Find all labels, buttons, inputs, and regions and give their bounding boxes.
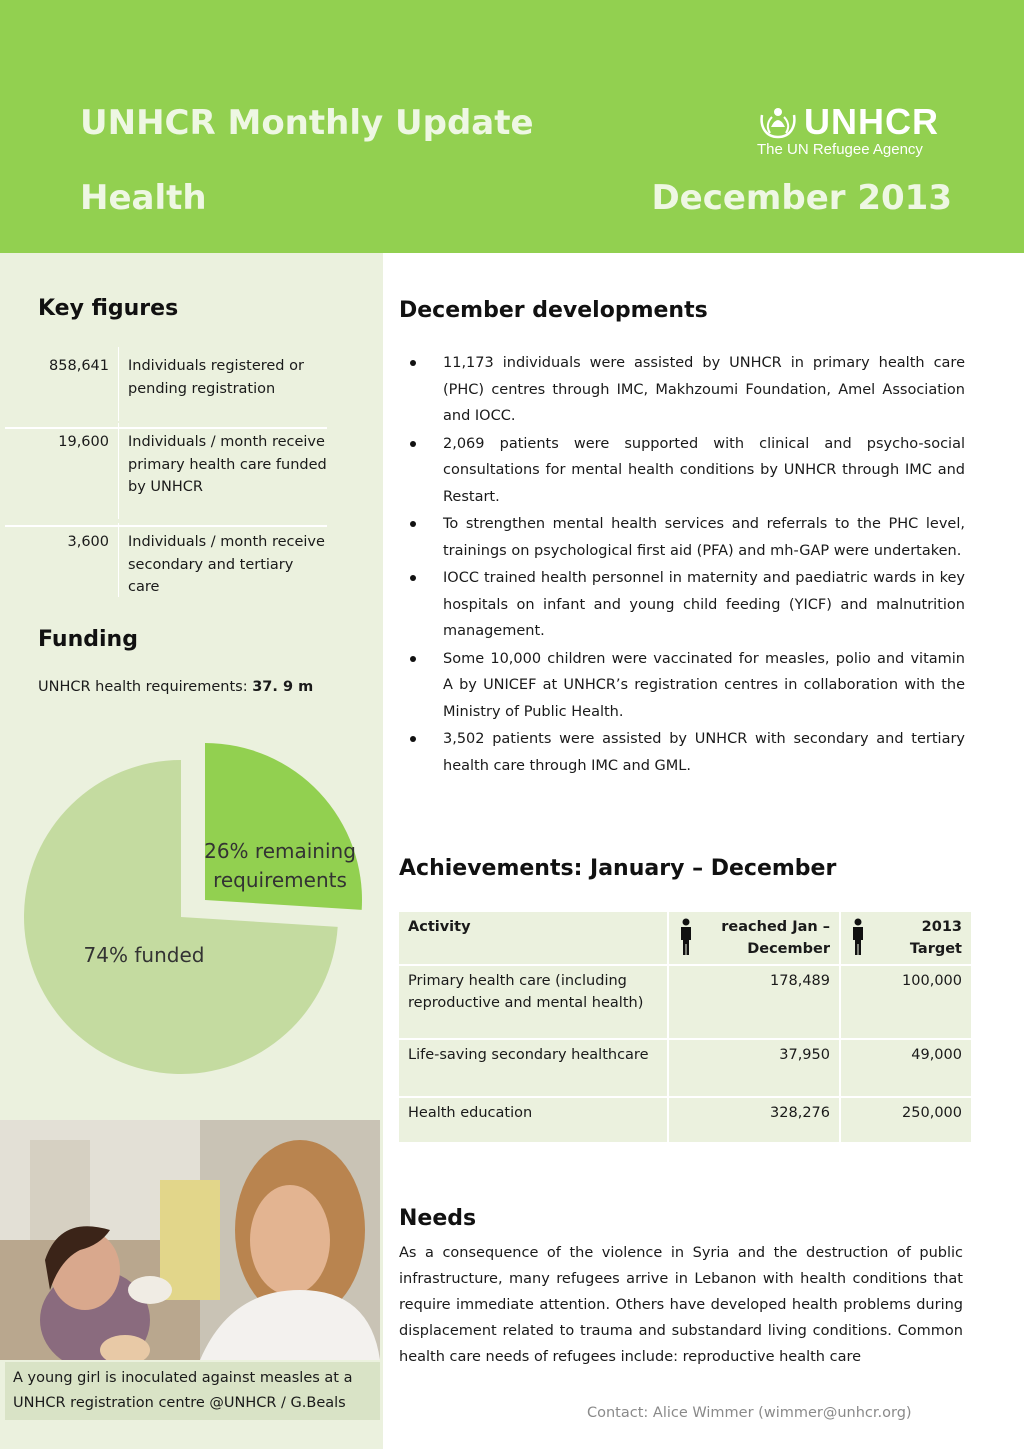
cell-activity: Health education (398, 1097, 668, 1143)
pie-slice-label: 74% funded (83, 943, 205, 967)
logo-name: UNHCR (804, 101, 939, 142)
column-header-target (840, 911, 972, 965)
needs-text: As a consequence of the violence in Syria and the destruction of public infrastructure, many refugees arrive in Lebanon with health conditions that require immediate attention. Others have developed health problems during displacement related to trauma and substandard living conditions. Common health care needs of refugees include: reproductive health care (399, 1245, 963, 1365)
contact-line: Contact: Alice Wimmer (wimmer@unhcr.org) (587, 1405, 912, 1421)
key-figure-value: 3,600 (67, 534, 109, 550)
unhcr-emblem-icon (756, 103, 800, 139)
list-item: 2,069 patients were supported with clinical and psycho-social consultations for mental health conditions by UNHCR through IMC and Restart. (405, 431, 965, 511)
divider (5, 525, 327, 527)
column-header-reached (668, 911, 840, 965)
table-row (398, 1097, 972, 1143)
funding-pie-chart (0, 720, 383, 1090)
table-row (398, 1039, 972, 1097)
person-icon (850, 918, 866, 956)
vaccination-photo-image (0, 1120, 380, 1360)
cell-reached: 178,489 (668, 965, 840, 1039)
list-item: Some 10,000 children were vaccinated for measles, polio and vitamin A by UNICEF at UNHCR’s registration centres in collaboration with the Ministry of Public Health. (405, 646, 965, 726)
page-subtitle: Health (80, 178, 207, 218)
key-figure-value: 19,600 (58, 434, 109, 450)
list-item: To strengthen mental health services and referrals to the PHC level, trainings on psychological first aid (PFA) and mh-GAP were undertaken. (405, 511, 965, 564)
person-icon (678, 918, 694, 956)
funding-requirements (38, 679, 313, 695)
photo-caption: A young girl is inoculated against measles at a UNHCR registration centre @UNHCR / G.Beals (5, 1362, 380, 1420)
header-banner (0, 0, 1024, 253)
list-item: 3,502 patients were assisted by UNHCR with secondary and tertiary health care through IMC and GML. (405, 726, 965, 779)
divider (118, 423, 119, 519)
cell-reached: 328,276 (668, 1097, 840, 1143)
unhcr-logo (756, 103, 961, 161)
column-header-reached-label: reached Jan – December (721, 919, 830, 957)
funding-requirements-value: 37. 9 m (252, 679, 314, 695)
funding-title: Funding (38, 627, 138, 652)
cell-activity: Life-saving secondary healthcare (398, 1039, 668, 1097)
key-figure-item (5, 355, 327, 425)
logo-tagline: The UN Refugee Agency (757, 141, 923, 158)
funding-requirements-label: UNHCR health requirements: (38, 679, 248, 695)
key-figure-value: 858,641 (49, 358, 109, 374)
key-figure-label: Individuals / month receive primary health care funded by UNHCR (128, 434, 327, 495)
key-figure-label: Individuals / month receive secondary and tertiary care (128, 534, 325, 595)
page-date: December 2013 (651, 178, 952, 218)
cell-reached: 37,950 (668, 1039, 840, 1097)
table-row (398, 965, 972, 1039)
list-item: IOCC trained health personnel in maternity and paediatric wards in key hospitals on infant and young child feeding (YICF) and malnutrition management. (405, 565, 965, 645)
key-figure-label: Individuals registered or pending registration (128, 358, 304, 397)
developments-list (405, 350, 965, 780)
cell-target: 100,000 (840, 965, 972, 1039)
divider (5, 427, 327, 429)
list-item: 11,173 individuals were assisted by UNHCR in primary health care (PHC) centres through IMC, Makhzoumi Foundation, Amel Association and IOCC. (405, 350, 965, 430)
page-title: UNHCR Monthly Update (80, 103, 534, 143)
achievements-title: Achievements: January – December (399, 856, 837, 881)
column-header-activity: Activity (398, 911, 668, 965)
needs-title: Needs (399, 1206, 477, 1231)
divider (118, 347, 119, 421)
cell-activity: Primary health care (including reproductive and mental health) (398, 965, 668, 1039)
key-figure-item (5, 531, 327, 601)
column-header-target-label: 2013 Target (909, 919, 962, 957)
achievements-table (397, 910, 973, 1144)
key-figures-title: Key figures (38, 296, 179, 321)
cell-target: 250,000 (840, 1097, 972, 1143)
developments-title: December developments (399, 298, 708, 323)
divider (118, 523, 119, 597)
pie-slice-label: 26% remaining requirements (204, 839, 356, 892)
cell-target: 49,000 (840, 1039, 972, 1097)
vaccination-photo (0, 1120, 380, 1360)
key-figure-item (5, 431, 327, 521)
table-header-row (398, 911, 972, 965)
